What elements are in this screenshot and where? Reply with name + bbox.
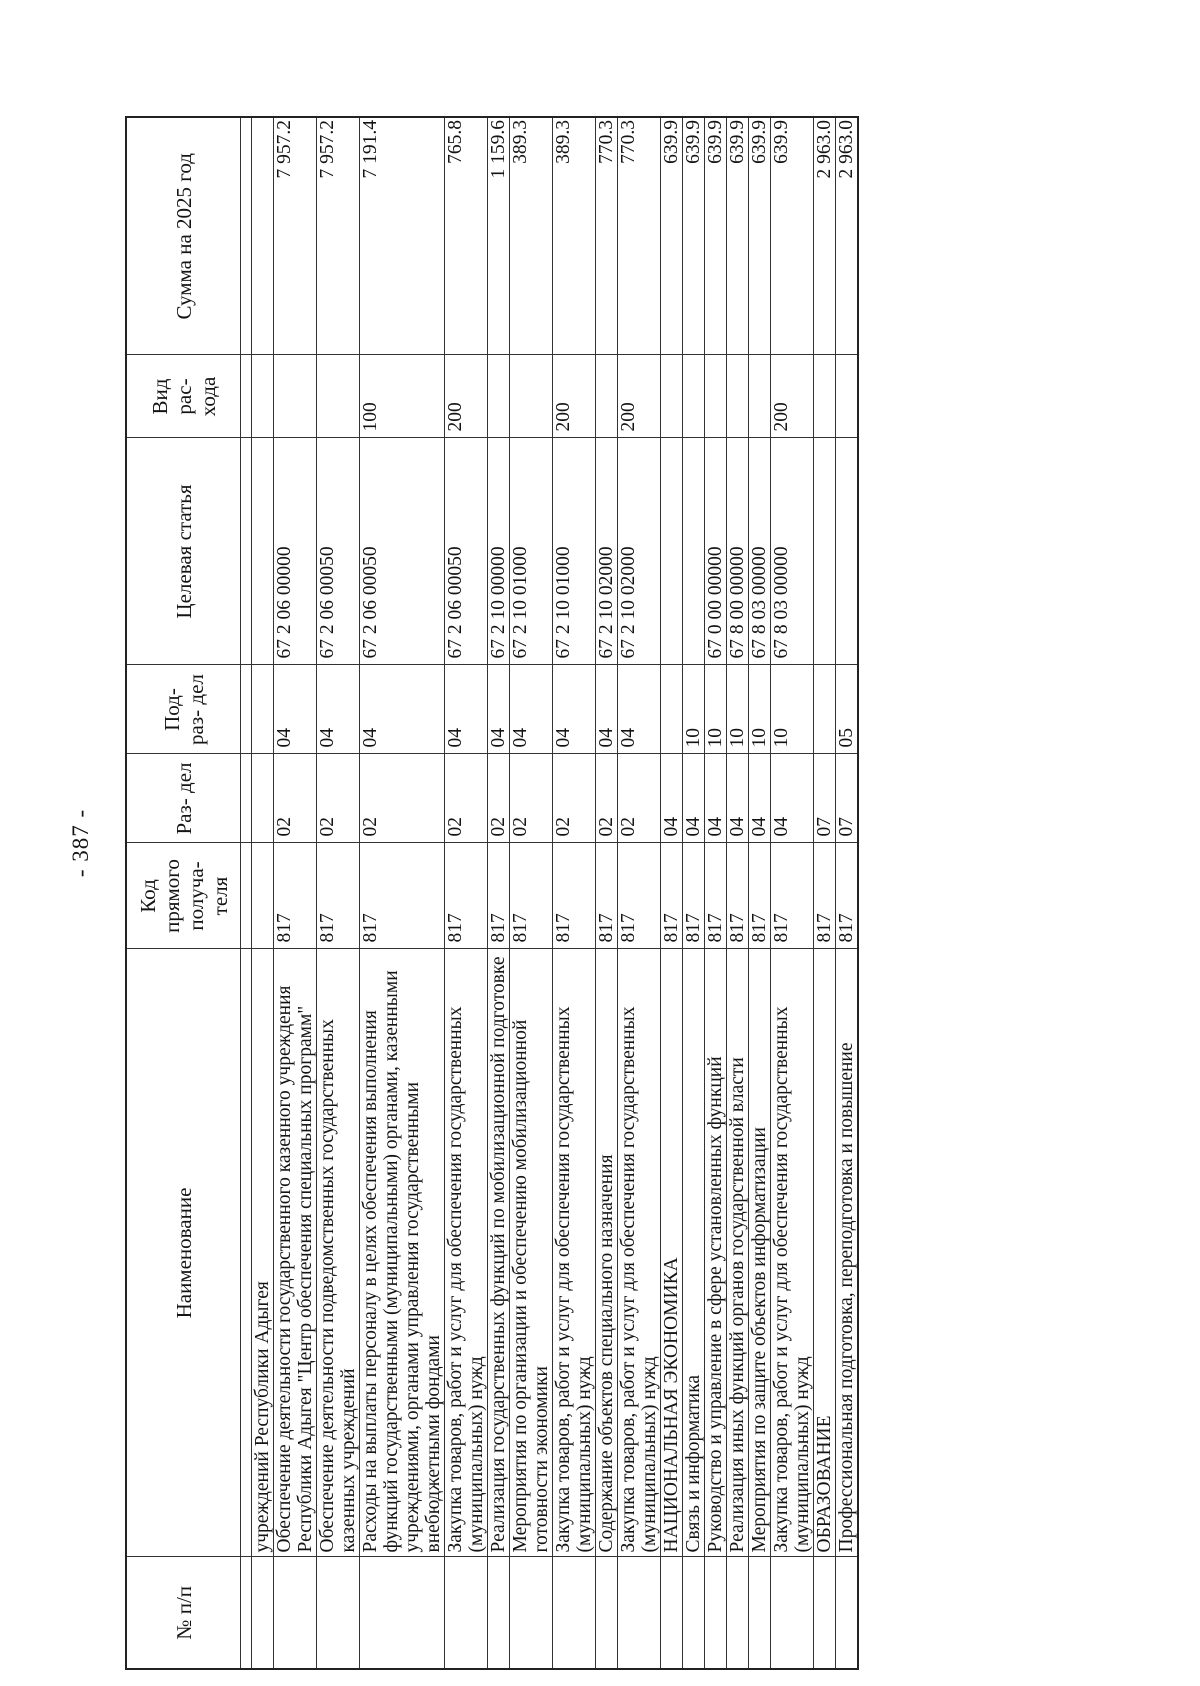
cell-target: 67 2 10 01000 <box>553 438 596 665</box>
cell-num <box>360 1557 445 1669</box>
table-row <box>771 117 814 1669</box>
cell-subsection: 10 <box>727 665 749 754</box>
header-name: Наименование <box>126 949 241 1557</box>
cell-num <box>252 1557 274 1669</box>
table-row <box>510 117 553 1669</box>
cell-amount: 770.3 <box>618 117 661 355</box>
cell-num <box>445 1557 488 1669</box>
cell-section: 04 <box>771 754 814 843</box>
cell-expense <box>252 355 274 438</box>
cell-amount: 389.3 <box>553 117 596 355</box>
cell-section: 02 <box>445 754 488 843</box>
cell-target <box>661 438 683 665</box>
cell-expense <box>596 355 618 438</box>
cell-section: 04 <box>661 754 683 843</box>
cell-name: Реализация иных функций органов государственной власти <box>727 949 749 1557</box>
cell-name: Профессиональная подготовка, переподготовка и повышение <box>836 949 859 1557</box>
cell-target: 67 8 00 00000 <box>727 438 749 665</box>
cell-amount: 770.3 <box>596 117 618 355</box>
cell-section: 02 <box>360 754 445 843</box>
cell-recipient: 817 <box>488 843 510 949</box>
cell-name: Мероприятия по организации и обеспечению мобилизационной готовности экономики <box>510 949 553 1557</box>
cell-target <box>252 438 274 665</box>
cell-name: учреждений Республики Адыгея <box>252 949 274 1557</box>
cell-target: 67 2 06 00050 <box>360 438 445 665</box>
table-row <box>317 117 360 1669</box>
cell-name: Мероприятия по защите объектов информатизации <box>749 949 771 1557</box>
cell-name: Связь и информатика <box>683 949 705 1557</box>
cell-recipient: 817 <box>317 843 360 949</box>
cell-expense <box>317 355 360 438</box>
cell-name: Закупка товаров, работ и услуг для обеспечения государственных (муниципальных) нужд <box>553 949 596 1557</box>
cell-section: 04 <box>705 754 727 843</box>
cell-target: 67 8 03 00000 <box>749 438 771 665</box>
cell-recipient: 817 <box>749 843 771 949</box>
cell-expense <box>705 355 727 438</box>
cell-name: Закупка товаров, работ и услуг для обеспечения государственных (муниципальных) нужд <box>618 949 661 1557</box>
cell-recipient: 817 <box>445 843 488 949</box>
cell-subsection <box>252 665 274 754</box>
cell-amount: 7 957.2 <box>317 117 360 355</box>
cell-recipient: 817 <box>274 843 317 949</box>
cell-num <box>836 1557 859 1669</box>
cell-section: 07 <box>814 754 836 843</box>
cell-subsection: 04 <box>317 665 360 754</box>
cell-num <box>814 1557 836 1669</box>
cell-expense <box>836 355 859 438</box>
header-target: Целевая статья <box>126 438 241 665</box>
header-num: № п/п <box>126 1557 241 1669</box>
cell-recipient: 817 <box>705 843 727 949</box>
table-row <box>705 117 727 1669</box>
cell-expense <box>683 355 705 438</box>
header-section: Раз- дел <box>126 754 241 843</box>
table-row <box>836 117 859 1669</box>
table-row <box>661 117 683 1669</box>
cell-recipient: 817 <box>771 843 814 949</box>
table-row <box>814 117 836 1669</box>
cell-section <box>252 754 274 843</box>
cell-recipient: 817 <box>596 843 618 949</box>
cell-recipient: 817 <box>618 843 661 949</box>
cell-name: Закупка товаров, работ и услуг для обеспечения государственных (муниципальных) нужд <box>771 949 814 1557</box>
table-header-row <box>126 117 241 1669</box>
cell-expense: 100 <box>360 355 445 438</box>
cell-subsection <box>814 665 836 754</box>
cell-num <box>510 1557 553 1669</box>
cell-name: Закупка товаров, работ и услуг для обеспечения государственных (муниципальных) нужд <box>445 949 488 1557</box>
cell-target: 67 2 06 00000 <box>274 438 317 665</box>
header-amount: Сумма на 2025 год <box>126 117 241 355</box>
cell-expense: 200 <box>445 355 488 438</box>
cell-recipient: 817 <box>836 843 859 949</box>
cell-expense <box>274 355 317 438</box>
cell-section: 02 <box>274 754 317 843</box>
cell-amount: 2 963.0 <box>836 117 859 355</box>
cell-num <box>618 1557 661 1669</box>
cell-section: 02 <box>596 754 618 843</box>
cell-subsection: 04 <box>553 665 596 754</box>
cell-recipient: 817 <box>683 843 705 949</box>
cell-section: 04 <box>727 754 749 843</box>
cell-target: 67 0 00 00000 <box>705 438 727 665</box>
cell-recipient <box>252 843 274 949</box>
cell-subsection: 04 <box>618 665 661 754</box>
cell-name: Содержание объектов специального назначения <box>596 949 618 1557</box>
cell-amount: 639.9 <box>727 117 749 355</box>
cell-amount: 639.9 <box>705 117 727 355</box>
cell-expense: 200 <box>553 355 596 438</box>
cell-subsection: 10 <box>771 665 814 754</box>
cell-section: 02 <box>510 754 553 843</box>
cell-subsection: 04 <box>360 665 445 754</box>
cell-target: 67 2 10 00000 <box>488 438 510 665</box>
cell-amount: 639.9 <box>749 117 771 355</box>
table-row <box>596 117 618 1669</box>
cell-subsection: 10 <box>705 665 727 754</box>
cell-section: 02 <box>317 754 360 843</box>
page-number: - 387 - <box>68 808 93 878</box>
cell-num <box>596 1557 618 1669</box>
cell-num <box>749 1557 771 1669</box>
cell-amount: 765.8 <box>445 117 488 355</box>
cell-num <box>661 1557 683 1669</box>
cell-amount: 639.9 <box>771 117 814 355</box>
cell-section: 04 <box>683 754 705 843</box>
cell-expense: 200 <box>771 355 814 438</box>
cell-amount: 2 963.0 <box>814 117 836 355</box>
table-row <box>727 117 749 1669</box>
cell-subsection: 04 <box>510 665 553 754</box>
table-body <box>252 117 859 1669</box>
cell-amount: 7 957.2 <box>274 117 317 355</box>
cell-recipient: 817 <box>727 843 749 949</box>
cell-section: 04 <box>749 754 771 843</box>
table-row <box>553 117 596 1669</box>
cell-subsection: 04 <box>488 665 510 754</box>
cell-expense <box>510 355 553 438</box>
cell-expense <box>488 355 510 438</box>
table-row <box>274 117 317 1669</box>
cell-expense <box>814 355 836 438</box>
cell-recipient: 817 <box>510 843 553 949</box>
cell-amount: 1 159.6 <box>488 117 510 355</box>
cell-num <box>683 1557 705 1669</box>
cell-expense <box>661 355 683 438</box>
table-row <box>252 117 274 1669</box>
cell-target: 67 8 03 00000 <box>771 438 814 665</box>
table-row <box>749 117 771 1669</box>
table-row <box>360 117 445 1669</box>
header-recipient: Код прямого получа- теля <box>126 843 241 949</box>
cell-num <box>727 1557 749 1669</box>
cell-recipient: 817 <box>814 843 836 949</box>
cell-name: НАЦИОНАЛЬНАЯ ЭКОНОМИКА <box>661 949 683 1557</box>
header-spacer-row <box>241 117 252 1669</box>
cell-subsection <box>661 665 683 754</box>
table-row <box>683 117 705 1669</box>
cell-subsection: 05 <box>836 665 859 754</box>
cell-num <box>488 1557 510 1669</box>
cell-expense: 200 <box>618 355 661 438</box>
cell-target <box>814 438 836 665</box>
cell-num <box>705 1557 727 1669</box>
cell-target: 67 2 10 01000 <box>510 438 553 665</box>
budget-table <box>125 116 859 1670</box>
cell-expense <box>749 355 771 438</box>
header-expense: Вид рас- хода <box>126 355 241 438</box>
cell-subsection: 04 <box>596 665 618 754</box>
cell-section: 02 <box>488 754 510 843</box>
cell-target: 67 2 10 02000 <box>596 438 618 665</box>
cell-target: 67 2 06 00050 <box>445 438 488 665</box>
cell-amount: 639.9 <box>661 117 683 355</box>
header-subsection: Под- раз- дел <box>126 665 241 754</box>
cell-name: ОБРАЗОВАНИЕ <box>814 949 836 1557</box>
cell-amount: 389.3 <box>510 117 553 355</box>
cell-recipient: 817 <box>661 843 683 949</box>
cell-name: Реализация государственных функций по мобилизационной подготовке <box>488 949 510 1557</box>
cell-section: 02 <box>618 754 661 843</box>
cell-num <box>553 1557 596 1669</box>
cell-section: 02 <box>553 754 596 843</box>
cell-amount: 7 191.4 <box>360 117 445 355</box>
table-row <box>618 117 661 1669</box>
cell-target <box>836 438 859 665</box>
cell-expense <box>727 355 749 438</box>
cell-name: Руководство и управление в сфере установленных функций <box>705 949 727 1557</box>
cell-section: 07 <box>836 754 859 843</box>
cell-subsection: 04 <box>445 665 488 754</box>
cell-amount: 639.9 <box>683 117 705 355</box>
cell-num <box>317 1557 360 1669</box>
table-row <box>445 117 488 1669</box>
cell-target: 67 2 06 00050 <box>317 438 360 665</box>
cell-name: Обеспечение деятельности государственного казенного учреждения Республики Адыгея "Центр обеспечения специальных программ" <box>274 949 317 1557</box>
cell-num <box>771 1557 814 1669</box>
cell-subsection: 04 <box>274 665 317 754</box>
table-row <box>488 117 510 1669</box>
cell-recipient: 817 <box>553 843 596 949</box>
cell-num <box>274 1557 317 1669</box>
cell-target: 67 2 10 02000 <box>618 438 661 665</box>
cell-recipient: 817 <box>360 843 445 949</box>
cell-subsection: 10 <box>683 665 705 754</box>
cell-name: Расходы на выплаты персоналу в целях обеспечения выполнения функций государственными (муниципальными) органами, казенными учреждениями, органами управления государственными внебюджетными фондами <box>360 949 445 1557</box>
cell-target <box>683 438 705 665</box>
cell-name: Обеспечение деятельности подведомственных государственных казенных учреждений <box>317 949 360 1557</box>
cell-amount <box>252 117 274 355</box>
cell-subsection: 10 <box>749 665 771 754</box>
